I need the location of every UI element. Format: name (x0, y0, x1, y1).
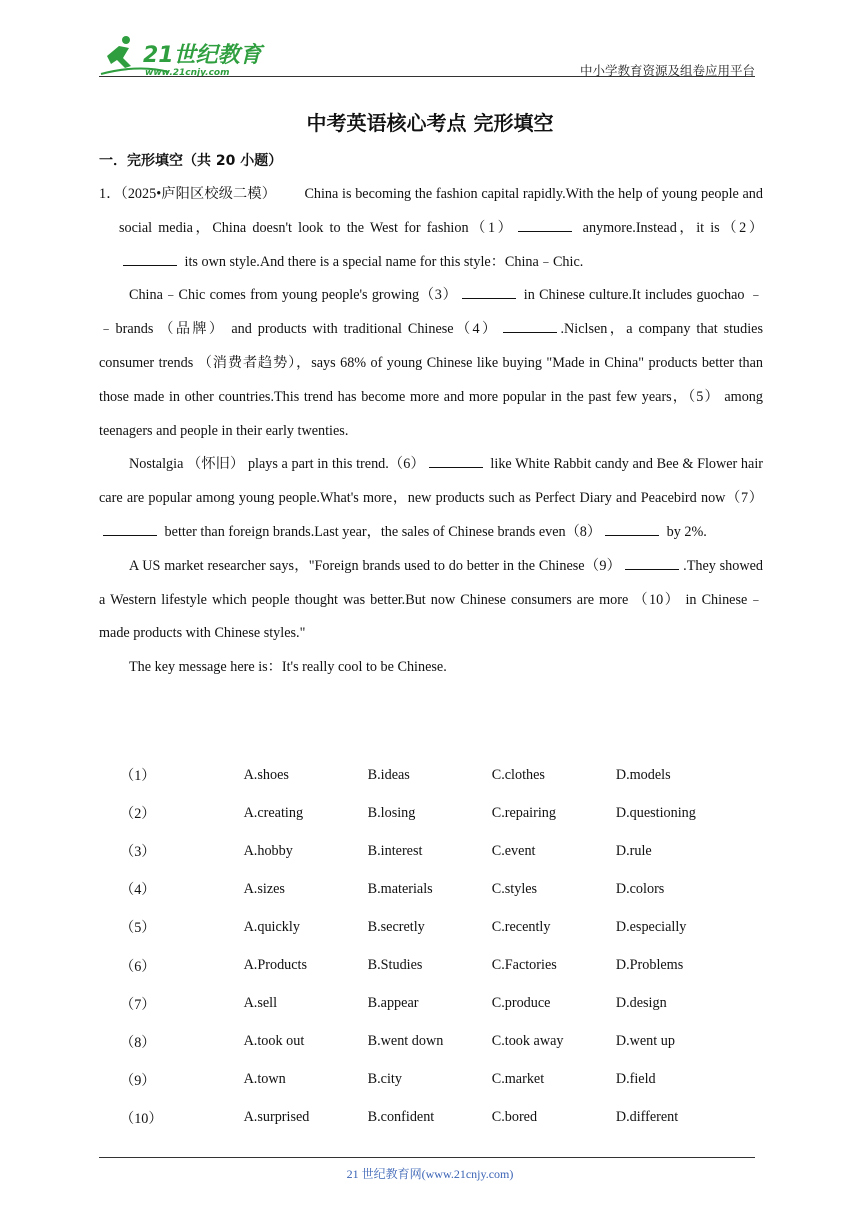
question-source: （2025•庐阳区校级二模） (120, 186, 305, 202)
option-c: C.market (491, 1071, 545, 1088)
passage-paragraph (99, 651, 763, 685)
option-d: D.Problems (615, 957, 684, 974)
option-a: A.took out (243, 1033, 305, 1050)
option-d: D.different (615, 1109, 679, 1126)
passage-text: Nostalgia （怀旧） plays a part in this trend.（6） (129, 456, 425, 473)
header-divider (99, 76, 755, 77)
option-row (120, 832, 740, 870)
option-d: D.colors (615, 880, 665, 897)
option-row (120, 1099, 740, 1137)
option-row (120, 985, 740, 1023)
option-c: C.clothes (491, 766, 545, 783)
option-number: （8） (120, 1034, 156, 1051)
option-a: A.sell (243, 995, 278, 1012)
passage-text: by 2%. (663, 523, 707, 540)
option-d: D.questioning (615, 804, 696, 821)
passage-text: China﹣Chic comes from young people's growing（3） (129, 287, 458, 304)
option-d: D.rule (615, 842, 652, 859)
option-number: （3） (120, 844, 156, 861)
option-row (120, 794, 740, 832)
passage-paragraph (99, 448, 763, 549)
passage-text: in Chinese culture.It includes guochao ﹣﹣brands （品牌） and products with traditional Chinese（4） (99, 287, 763, 338)
answer-blank (503, 318, 557, 333)
passage-text: anymore.Instead，it is（2） (576, 219, 764, 236)
question-number: 1． (99, 186, 121, 202)
option-d: D.design (615, 995, 667, 1012)
option-b: B.confident (367, 1109, 435, 1126)
option-d: D.especially (615, 918, 687, 935)
option-row (120, 870, 740, 908)
option-d: D.models (615, 766, 671, 783)
option-c: C.event (491, 842, 536, 859)
option-row (120, 946, 740, 984)
option-b: B.ideas (367, 766, 410, 783)
option-b: B.interest (367, 842, 423, 859)
answer-blank (518, 217, 572, 232)
option-number: （5） (120, 920, 156, 937)
option-number: （1） (120, 768, 156, 785)
passage-text: .They showed a Western lifestyle which people thought was better.But now Chinese consumers are more （10） in Chinese﹣made products with Chinese styles." (99, 557, 764, 642)
option-a: A.quickly (243, 918, 300, 935)
option-row (120, 1061, 740, 1099)
passage-text: better than foreign brands.Last year，the sales of Chinese brands even（8） (161, 523, 602, 540)
footer-divider (99, 1157, 755, 1158)
answer-blank (462, 284, 516, 299)
option-a: A.surprised (243, 1109, 310, 1126)
answer-blank (429, 453, 483, 468)
passage-text: like White Rabbit candy and Bee & Flower hair care are popular among young people.What's more，new products such as Perfect Diary and Peacebird now（7） (99, 456, 763, 507)
21cnjy-logo (99, 34, 269, 78)
answer-blank (103, 521, 157, 536)
option-a: A.shoes (243, 766, 289, 783)
option-number: （6） (120, 958, 156, 975)
option-d: D.field (615, 1071, 656, 1088)
option-b: B.losing (367, 804, 416, 821)
option-a: A.creating (243, 804, 304, 821)
passage-text: The key message here is：It's really cool to be Chinese. (129, 659, 447, 676)
options-table (120, 756, 740, 1137)
option-a: A.sizes (243, 880, 285, 897)
option-c: C.recently (491, 918, 551, 935)
option-c: C.bored (491, 1109, 538, 1126)
option-row (120, 1023, 740, 1061)
passage-text: A US market researcher says，"Foreign brands used to do better in the Chinese（9） (129, 557, 622, 574)
header-platform-text: 中小学教育资源及组卷应用平台 (579, 63, 755, 78)
option-number: （10） (120, 1110, 163, 1127)
passage-text: its own style.And there is a special name for this style：China﹣Chic. (181, 253, 584, 270)
passage-paragraph (99, 550, 763, 651)
passage-paragraph (99, 178, 763, 279)
option-c: C.Factories (491, 957, 557, 974)
option-number: （7） (120, 996, 156, 1013)
footer-text: 21 世纪教育网(www.21cnjy.com) (346, 1167, 514, 1181)
option-b: B.went down (367, 1033, 444, 1050)
answer-blank (605, 521, 659, 536)
option-b: B.appear (367, 995, 419, 1012)
option-number: （2） (120, 806, 156, 823)
passage-text: China is becoming the fashion capital rapidly.With the help of young people and social media，China doesn't look to the West for fashion（1） (119, 186, 763, 236)
logo-url: www.21cnjy.com (145, 68, 230, 78)
option-row (120, 908, 740, 946)
cloze-passage (99, 178, 763, 685)
option-number: （9） (120, 1072, 156, 1089)
passage-text: .Niclsen，a company that studies consumer trends （消费者趋势），says 68% of young Chinese like buying "Made in China" products better than those made in other countries.This trend has become more and more popular in the past few years，（5） among teenagers and people in their early twenties. (99, 321, 763, 439)
answer-blank (625, 555, 679, 570)
section-heading: 一．完形填空（共 20 小题） (99, 153, 283, 169)
option-c: C.repairing (491, 804, 556, 821)
option-row (120, 756, 740, 794)
option-d: D.went up (615, 1033, 675, 1050)
page-title: 中考英语核心考点 完形填空 (306, 111, 554, 135)
page-header (99, 30, 755, 78)
option-b: B.materials (367, 880, 433, 897)
option-number: （4） (120, 882, 156, 899)
option-c: C.produce (491, 995, 551, 1012)
option-b: B.city (367, 1071, 402, 1088)
answer-blank (123, 251, 177, 266)
option-a: A.hobby (243, 842, 293, 859)
option-c: C.styles (491, 880, 538, 897)
option-b: B.secretly (367, 918, 425, 935)
passage-paragraph (99, 279, 763, 448)
logo-text: 21世纪教育 (143, 43, 262, 68)
option-a: A.town (243, 1071, 286, 1088)
option-b: B.Studies (367, 957, 423, 974)
option-a: A.Products (243, 957, 308, 974)
option-c: C.took away (491, 1033, 564, 1050)
